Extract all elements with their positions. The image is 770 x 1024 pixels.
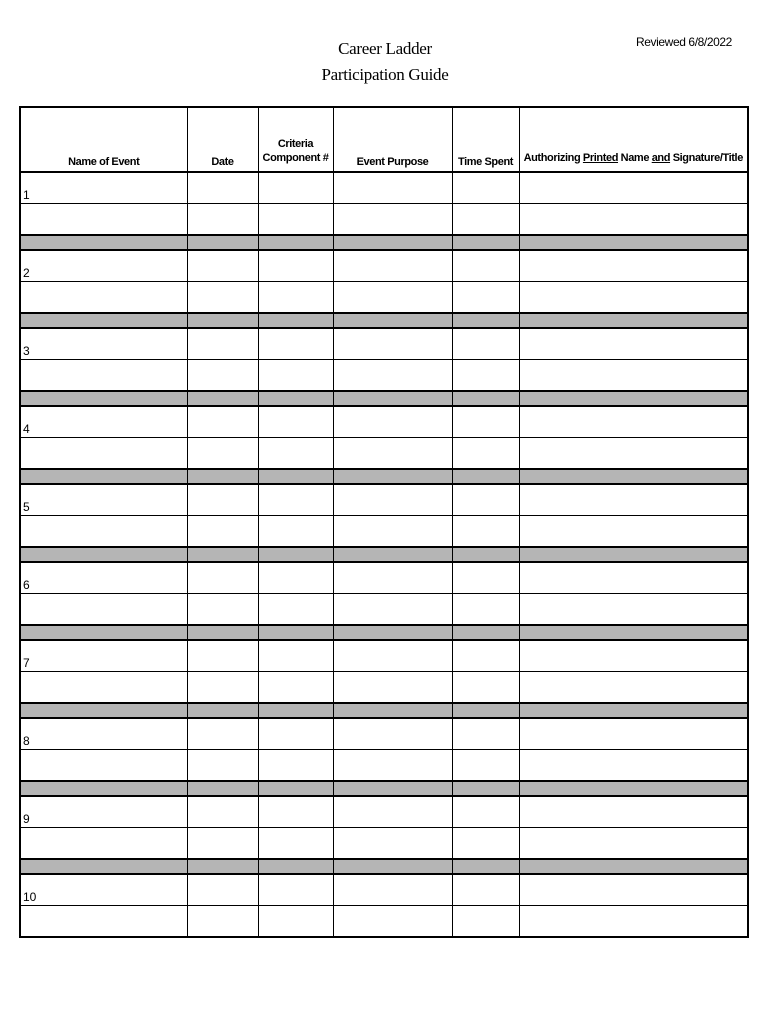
separator-cell [20, 469, 187, 484]
separator-row [20, 547, 748, 562]
separator-cell [333, 391, 452, 406]
cell-authorization[interactable] [519, 406, 748, 438]
col-header-criteria-component [258, 107, 333, 172]
cell-criteria[interactable] [258, 328, 333, 360]
separator-cell [452, 547, 519, 562]
cell-criteria[interactable] [258, 874, 333, 906]
row-number: 6 [23, 578, 30, 592]
auth-text-5: Signature/Title [670, 152, 743, 164]
cell-time[interactable] [452, 328, 519, 360]
separator-cell [452, 703, 519, 718]
cell-purpose[interactable] [333, 204, 452, 236]
table-row [20, 562, 748, 594]
col-header-name-of-event: Name of Event [20, 107, 187, 172]
separator-cell [187, 235, 258, 250]
row-number: 4 [23, 422, 30, 436]
separator-cell [258, 391, 333, 406]
separator-row [20, 859, 748, 874]
cell-date[interactable] [187, 328, 258, 360]
cell-authorization[interactable] [519, 172, 748, 204]
separator-cell [20, 235, 187, 250]
separator-cell [333, 703, 452, 718]
cell-authorization[interactable] [519, 250, 748, 282]
row-number: 3 [23, 344, 30, 358]
separator-cell [333, 859, 452, 874]
cell-time[interactable] [452, 906, 519, 938]
separator-row [20, 625, 748, 640]
cell-criteria[interactable] [258, 562, 333, 594]
cell-time[interactable] [452, 750, 519, 782]
cell-criteria[interactable] [258, 406, 333, 438]
col-header-authorizing [519, 107, 748, 172]
cell-criteria[interactable] [258, 796, 333, 828]
separator-cell [258, 547, 333, 562]
separator-cell [519, 781, 748, 796]
separator-cell [258, 859, 333, 874]
cell-purpose[interactable] [333, 172, 452, 204]
separator-cell [333, 469, 452, 484]
separator-cell [452, 859, 519, 874]
separator-cell [519, 859, 748, 874]
cell-date[interactable] [187, 172, 258, 204]
cell-name[interactable] [20, 672, 187, 704]
col-header-event-purpose: Event Purpose [333, 107, 452, 172]
separator-cell [452, 391, 519, 406]
row-number: 1 [23, 188, 30, 202]
table-row [20, 250, 748, 282]
cell-authorization[interactable] [519, 484, 748, 516]
cell-date[interactable] [187, 672, 258, 704]
separator-cell [20, 781, 187, 796]
separator-cell [519, 703, 748, 718]
row-number: 10 [23, 890, 37, 904]
cell-criteria[interactable] [258, 906, 333, 938]
cell-time[interactable] [452, 828, 519, 860]
row-number: 8 [23, 734, 30, 748]
cell-criteria[interactable] [258, 484, 333, 516]
cell-purpose[interactable] [333, 562, 452, 594]
separator-cell [519, 235, 748, 250]
table-row [20, 328, 748, 360]
cell-purpose[interactable] [333, 906, 452, 938]
table-row [20, 360, 748, 392]
cell-authorization[interactable] [519, 438, 748, 470]
reviewed-date: Reviewed 6/8/2022 [636, 35, 732, 49]
cell-purpose[interactable] [333, 750, 452, 782]
cell-name[interactable] [20, 204, 187, 236]
cell-purpose[interactable] [333, 250, 452, 282]
table-row [20, 406, 748, 438]
cell-time[interactable] [452, 172, 519, 204]
cell-purpose[interactable] [333, 282, 452, 314]
cell-authorization[interactable] [519, 282, 748, 314]
separator-cell [258, 313, 333, 328]
cell-name[interactable] [20, 328, 187, 360]
cell-date[interactable] [187, 282, 258, 314]
separator-cell [452, 781, 519, 796]
table-row [20, 282, 748, 314]
row-number: 5 [23, 500, 30, 514]
cell-name[interactable] [20, 250, 187, 282]
separator-cell [187, 313, 258, 328]
cell-criteria[interactable] [258, 750, 333, 782]
separator-cell [452, 469, 519, 484]
cell-time[interactable] [452, 250, 519, 282]
cell-purpose[interactable] [333, 484, 452, 516]
cell-time[interactable] [452, 484, 519, 516]
separator-cell [20, 313, 187, 328]
cell-criteria[interactable] [258, 828, 333, 860]
cell-date[interactable] [187, 360, 258, 392]
document-subtitle: Participation Guide [321, 65, 449, 84]
cell-purpose[interactable] [333, 718, 452, 750]
cell-name[interactable] [20, 874, 187, 906]
separator-cell [452, 313, 519, 328]
cell-name[interactable] [20, 360, 187, 392]
col-header-time-spent: Time Spent [452, 107, 519, 172]
cell-time[interactable] [452, 360, 519, 392]
cell-purpose[interactable] [333, 594, 452, 626]
cell-date[interactable] [187, 796, 258, 828]
cell-authorization[interactable] [519, 906, 748, 938]
separator-cell [519, 625, 748, 640]
cell-authorization[interactable] [519, 874, 748, 906]
cell-authorization[interactable] [519, 796, 748, 828]
cell-name[interactable] [20, 594, 187, 626]
separator-cell [187, 703, 258, 718]
cell-criteria[interactable] [258, 360, 333, 392]
cell-criteria[interactable] [258, 250, 333, 282]
cell-date[interactable] [187, 874, 258, 906]
separator-cell [519, 313, 748, 328]
separator-row [20, 391, 748, 406]
separator-cell [20, 625, 187, 640]
cell-purpose[interactable] [333, 438, 452, 470]
separator-cell [187, 781, 258, 796]
auth-text-3: Name [618, 152, 652, 164]
cell-name[interactable] [20, 484, 187, 516]
row-number: 9 [23, 812, 30, 826]
cell-name[interactable] [20, 640, 187, 672]
auth-text-and: and [651, 152, 671, 164]
separator-cell [258, 703, 333, 718]
auth-text-1: Authorizing [523, 152, 583, 164]
cell-time[interactable] [452, 438, 519, 470]
separator-cell [20, 859, 187, 874]
cell-date[interactable] [187, 406, 258, 438]
cell-authorization[interactable] [519, 204, 748, 236]
cell-date[interactable] [187, 906, 258, 938]
header-row [20, 107, 748, 172]
cell-date[interactable] [187, 562, 258, 594]
cell-purpose[interactable] [333, 874, 452, 906]
cell-name[interactable] [20, 516, 187, 548]
table-row [20, 874, 748, 906]
cell-criteria[interactable] [258, 640, 333, 672]
separator-cell [258, 625, 333, 640]
cell-time[interactable] [452, 204, 519, 236]
separator-cell [187, 391, 258, 406]
cell-time[interactable] [452, 796, 519, 828]
table-row [20, 594, 748, 626]
cell-authorization[interactable] [519, 516, 748, 548]
separator-cell [187, 469, 258, 484]
separator-cell [452, 235, 519, 250]
cell-name[interactable] [20, 438, 187, 470]
separator-cell [519, 391, 748, 406]
table-body [20, 172, 748, 937]
cell-name[interactable] [20, 718, 187, 750]
cell-purpose[interactable] [333, 796, 452, 828]
cell-purpose[interactable] [333, 640, 452, 672]
cell-purpose[interactable] [333, 406, 452, 438]
cell-name[interactable] [20, 172, 187, 204]
separator-row [20, 703, 748, 718]
cell-name[interactable] [20, 406, 187, 438]
cell-time[interactable] [452, 594, 519, 626]
separator-cell [187, 547, 258, 562]
table-row [20, 484, 748, 516]
table-row [20, 828, 748, 860]
document-title: Career Ladder [338, 39, 432, 58]
separator-cell [20, 547, 187, 562]
cell-criteria[interactable] [258, 672, 333, 704]
separator-cell [333, 547, 452, 562]
cell-time[interactable] [452, 516, 519, 548]
cell-date[interactable] [187, 718, 258, 750]
cell-time[interactable] [452, 282, 519, 314]
cell-criteria[interactable] [258, 282, 333, 314]
separator-cell [333, 313, 452, 328]
separator-cell [519, 469, 748, 484]
cell-purpose[interactable] [333, 328, 452, 360]
separator-cell [258, 469, 333, 484]
table-row [20, 672, 748, 704]
criteria-label-line1: Criteria [277, 138, 314, 150]
table-row [20, 516, 748, 548]
cell-purpose[interactable] [333, 516, 452, 548]
table-row [20, 172, 748, 204]
cell-authorization[interactable] [519, 718, 748, 750]
separator-row [20, 469, 748, 484]
cell-authorization[interactable] [519, 672, 748, 704]
cell-name[interactable] [20, 796, 187, 828]
separator-row [20, 781, 748, 796]
cell-time[interactable] [452, 672, 519, 704]
cell-name[interactable] [20, 562, 187, 594]
cell-criteria[interactable] [258, 172, 333, 204]
auth-text-printed: Printed [582, 152, 619, 164]
cell-date[interactable] [187, 204, 258, 236]
cell-authorization[interactable] [519, 328, 748, 360]
cell-date[interactable] [187, 828, 258, 860]
cell-purpose[interactable] [333, 672, 452, 704]
cell-purpose[interactable] [333, 828, 452, 860]
cell-time[interactable] [452, 874, 519, 906]
row-number: 7 [23, 656, 30, 670]
cell-date[interactable] [187, 484, 258, 516]
table-row [20, 204, 748, 236]
cell-criteria[interactable] [258, 718, 333, 750]
separator-cell [20, 391, 187, 406]
cell-time[interactable] [452, 718, 519, 750]
cell-date[interactable] [187, 438, 258, 470]
row-number: 2 [23, 266, 30, 280]
cell-purpose[interactable] [333, 360, 452, 392]
cell-name[interactable] [20, 282, 187, 314]
separator-cell [258, 781, 333, 796]
cell-time[interactable] [452, 406, 519, 438]
cell-criteria[interactable] [258, 438, 333, 470]
separator-cell [20, 703, 187, 718]
cell-criteria[interactable] [258, 516, 333, 548]
cell-criteria[interactable] [258, 594, 333, 626]
cell-name[interactable] [20, 906, 187, 938]
separator-cell [187, 625, 258, 640]
cell-authorization[interactable] [519, 640, 748, 672]
cell-time[interactable] [452, 640, 519, 672]
cell-time[interactable] [452, 562, 519, 594]
participation-table [19, 106, 749, 938]
cell-authorization[interactable] [519, 594, 748, 626]
cell-criteria[interactable] [258, 204, 333, 236]
cell-date[interactable] [187, 516, 258, 548]
table-row [20, 438, 748, 470]
cell-date[interactable] [187, 250, 258, 282]
separator-row [20, 235, 748, 250]
cell-authorization[interactable] [519, 360, 748, 392]
table-row [20, 906, 748, 938]
cell-date[interactable] [187, 640, 258, 672]
separator-cell [452, 625, 519, 640]
separator-cell [519, 547, 748, 562]
separator-row [20, 313, 748, 328]
table-row [20, 750, 748, 782]
cell-date[interactable] [187, 594, 258, 626]
cell-name[interactable] [20, 750, 187, 782]
cell-authorization[interactable] [519, 828, 748, 860]
separator-cell [258, 235, 333, 250]
separator-cell [333, 781, 452, 796]
table-row [20, 640, 748, 672]
cell-date[interactable] [187, 750, 258, 782]
separator-cell [333, 235, 452, 250]
cell-authorization[interactable] [519, 750, 748, 782]
col-header-date: Date [187, 107, 258, 172]
table-row [20, 796, 748, 828]
cell-authorization[interactable] [519, 562, 748, 594]
table-row [20, 718, 748, 750]
separator-cell [333, 625, 452, 640]
cell-name[interactable] [20, 828, 187, 860]
separator-cell [187, 859, 258, 874]
criteria-label-line2: Component # [262, 152, 329, 164]
